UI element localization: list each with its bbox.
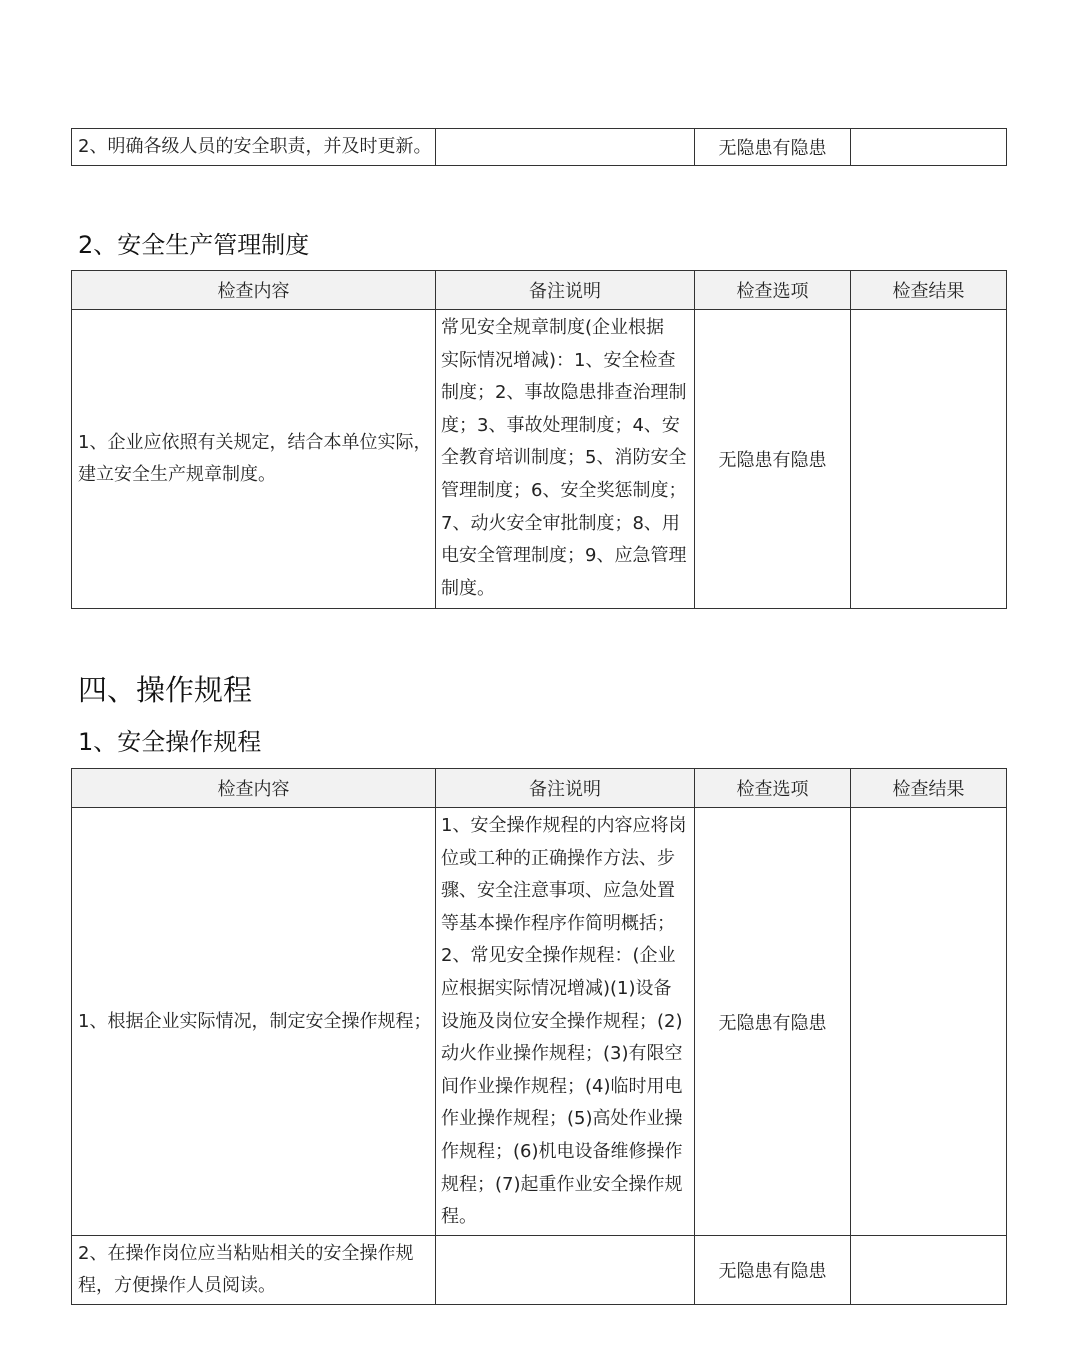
header-check-result: 检查结果 (851, 271, 1007, 310)
check-result-cell (851, 1236, 1007, 1305)
table-row (72, 808, 1007, 1236)
check-result-cell (851, 310, 1007, 609)
remark-line: 位或工种的正确操作方法、步 (441, 847, 675, 869)
remark-cell (436, 808, 695, 1236)
check-result-cell (851, 808, 1007, 1236)
remark-line: 管理制度；6、安全奖惩制度； (441, 479, 687, 501)
check-content-cell (72, 129, 436, 166)
section-heading-safety-operating-procedures: 1、安全操作规程 (78, 728, 262, 756)
header-check-option: 检查选项 (695, 271, 851, 310)
check-option-cell: 无隐患有隐患 (695, 1236, 851, 1305)
table-header-row (72, 271, 1007, 310)
check-content-line: 建立安全生产规章制度。 (78, 464, 276, 485)
remark-line: 制度；2、事故隐患排查治理制 (441, 382, 687, 404)
check-content-line: 1、根据企业实际情况，制定安全操作规程； (78, 1010, 432, 1032)
remark-cell (436, 1236, 695, 1305)
remark-line: 设施及岗位安全操作规程；(2) (441, 1010, 683, 1032)
remark-cell (436, 129, 695, 166)
check-content-text: 2、明确各级人员的安全职责，并及时更新。 (78, 136, 432, 157)
check-content-cell (72, 808, 436, 1236)
safety-management-table (71, 270, 1007, 609)
header-check-content: 检查内容 (72, 271, 436, 310)
remark-line: 程。 (441, 1206, 477, 1228)
check-option-cell: 无隐患有隐患 (695, 310, 851, 609)
remark-line: 7、动火安全审批制度；8、用 (441, 512, 680, 534)
remark-line: 1、安全操作规程的内容应将岗 (441, 815, 687, 836)
check-content-cell (72, 310, 436, 609)
table-row (72, 1236, 1007, 1305)
operating-procedures-table (71, 768, 1007, 1305)
header-remark: 备注说明 (436, 769, 695, 808)
table-row (72, 310, 1007, 609)
remark-line: 动火作业操作规程；(3)有限空 (441, 1043, 683, 1065)
check-content-line: 2、在操作岗位应当粘贴相关的安全操作规 (78, 1243, 414, 1264)
remark-line: 全教育培训制度；5、消防安全 (441, 447, 687, 469)
remark-line: 2、常见安全操作规程：(企业 (441, 945, 676, 967)
check-option-cell: 无隐患有隐患 (695, 808, 851, 1236)
remark-cell (436, 310, 695, 609)
remark-line: 间作业操作规程；(4)临时用电 (441, 1075, 683, 1097)
check-content-line: 程，方便操作人员阅读。 (78, 1275, 276, 1296)
remark-line: 电安全管理制度；9、应急管理 (441, 545, 687, 567)
remark-line: 作业操作规程；(5)高处作业操 (441, 1108, 683, 1130)
remark-line: 等基本操作程序作简明概括； (441, 912, 675, 934)
table-header-row (72, 769, 1007, 808)
check-result-cell (851, 129, 1007, 166)
prev-section-table (71, 128, 1007, 166)
header-check-content: 检查内容 (72, 769, 436, 808)
remark-line: 常见安全规章制度(企业根据 (441, 317, 665, 338)
check-option-cell: 无隐患有隐患 (695, 129, 851, 166)
remark-line: 度；3、事故处理制度；4、安 (441, 414, 680, 436)
chapter-heading-operating-procedures: 四、操作规程 (78, 673, 253, 707)
table-row (72, 129, 1007, 166)
remark-line: 应根据实际情况增减)(1)设备 (441, 977, 672, 999)
remark-line: 作规程；(6)机电设备维修操作 (441, 1140, 683, 1162)
header-check-option: 检查选项 (695, 769, 851, 808)
header-check-result: 检查结果 (851, 769, 1007, 808)
remark-line: 规程；(7)起重作业安全操作规 (441, 1173, 683, 1195)
remark-line: 制度。 (441, 577, 495, 599)
header-remark: 备注说明 (436, 271, 695, 310)
check-content-line: 1、企业应依照有关规定，结合本单位实际， (78, 432, 432, 453)
section-heading-safety-management: 2、安全生产管理制度 (78, 231, 310, 259)
check-content-cell (72, 1236, 436, 1305)
remark-line: 骤、安全注意事项、应急处置 (441, 880, 675, 902)
remark-line: 实际情况增减)：1、安全检查 (441, 349, 676, 371)
